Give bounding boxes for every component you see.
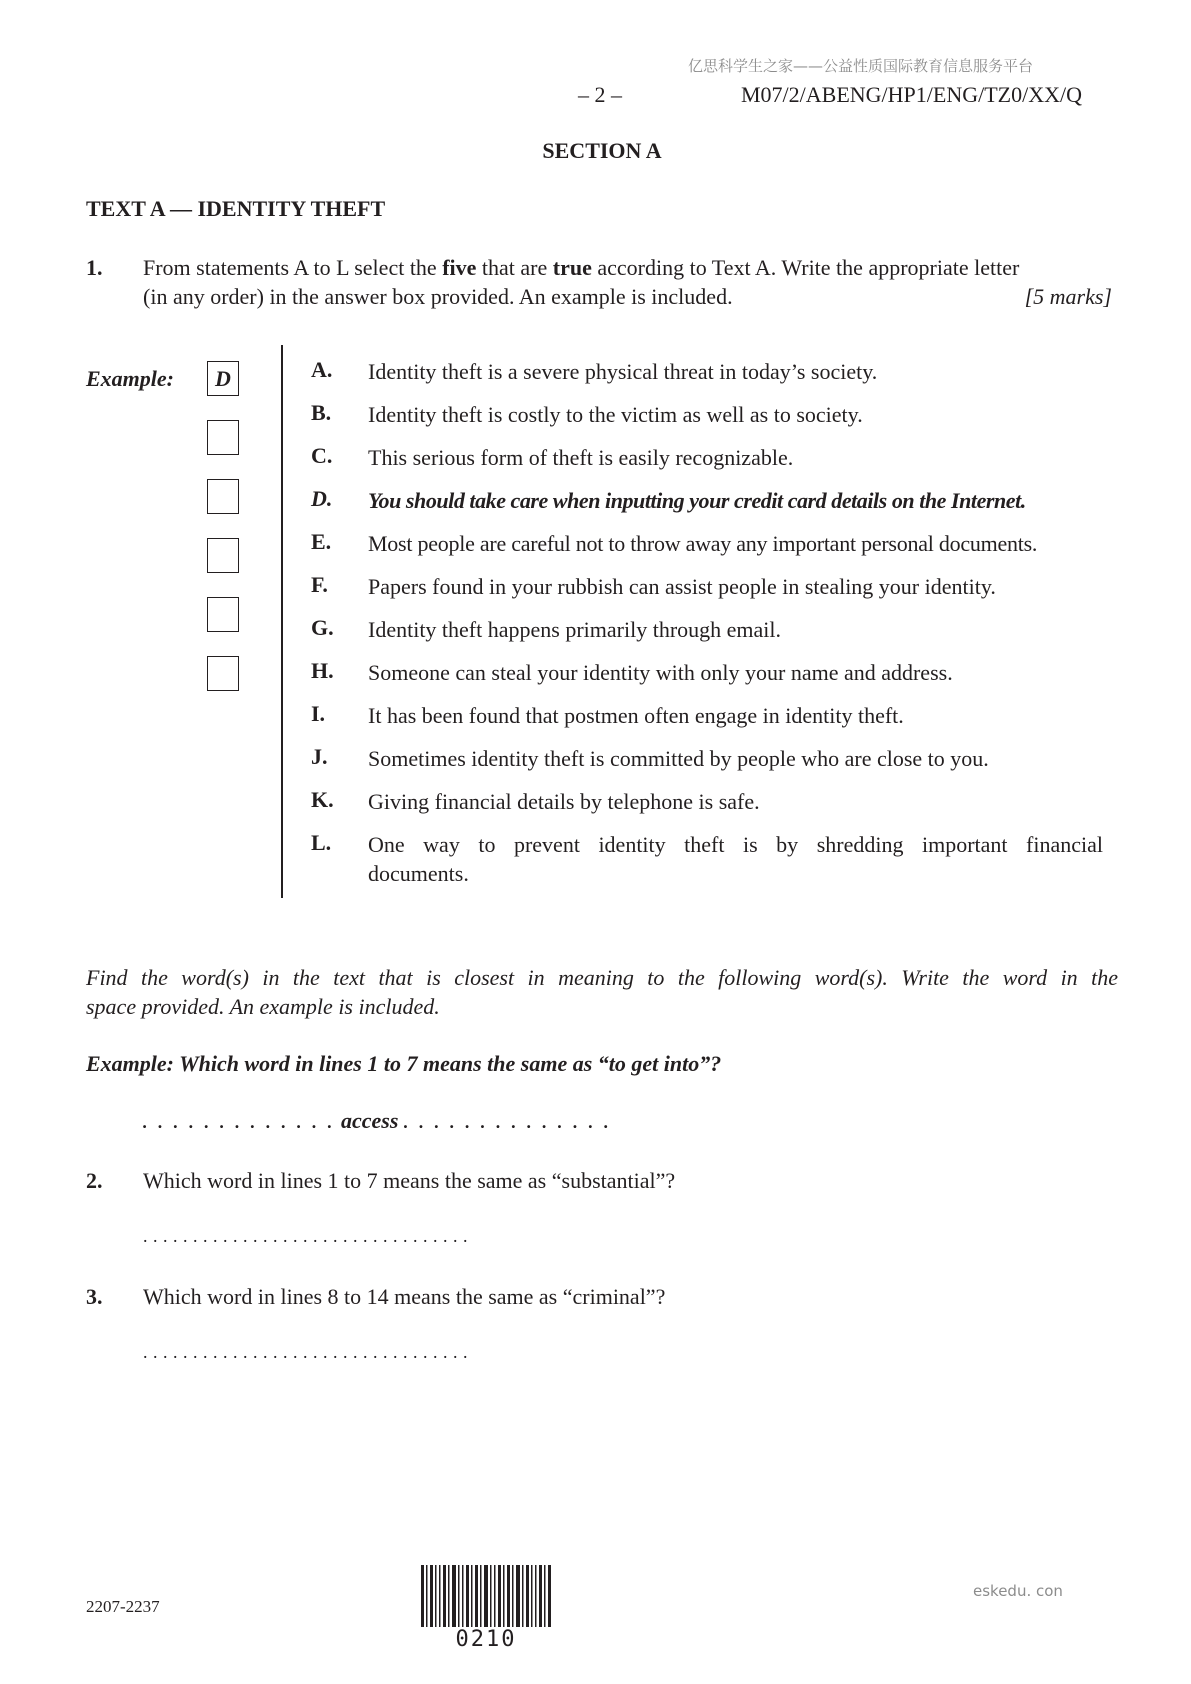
- statement-text: One way to prevent identity theft is by shredding important financial: [368, 832, 1103, 857]
- statement-letter: G.: [311, 615, 334, 640]
- example-word-answer: access: [341, 1108, 399, 1133]
- example-answer-line: [143, 1108, 612, 1134]
- footer-code: 2207-2237: [86, 1597, 160, 1616]
- text-title: TEXT A — IDENTITY THEFT: [86, 196, 386, 221]
- find-words-instruction-line2: space provided. An example is included.: [86, 994, 440, 1019]
- instr-part: that are: [476, 255, 553, 280]
- watermark-text: 亿思科学生之家——公益性质国际教育信息服务平台: [688, 57, 1034, 75]
- statement-letter: J.: [311, 744, 328, 769]
- instr-part: according to Text A. Write the appropriate letter: [591, 255, 1020, 280]
- instr-five: five: [442, 255, 477, 280]
- answer-box-5[interactable]: [207, 656, 239, 691]
- statement-letter: H.: [311, 658, 334, 683]
- answer-box-3[interactable]: [207, 538, 239, 573]
- example-answer-box: [207, 361, 239, 396]
- barcode-image: [421, 1565, 551, 1627]
- example-question: Example: Which word in lines 1 to 7 means the same as “to get into”?: [86, 1051, 722, 1076]
- question-1-instruction-line2: (in any order) in the answer box provided. An example is included.: [143, 284, 733, 309]
- statement-text: Papers found in your rubbish can assist people in stealing your identity.: [368, 574, 996, 599]
- statement-letter: L.: [311, 830, 332, 855]
- question-3-number: 3.: [86, 1284, 103, 1309]
- instr-true: true: [552, 255, 592, 280]
- statement-letter: A.: [311, 357, 333, 382]
- question-2-text: Which word in lines 1 to 7 means the same as “substantial”?: [143, 1168, 676, 1193]
- answer-dots: . . . . . . . . . . . . .: [143, 1112, 336, 1132]
- question-3-text: Which word in lines 8 to 14 means the same as “criminal”?: [143, 1284, 666, 1309]
- statement-text-example: You should take care when inputting your credit card details on the Internet.: [368, 488, 1026, 513]
- question-2-answer-line[interactable]: . . . . . . . . . . . . . . . . . . . . . . . . . . . . . . . . .: [143, 1226, 468, 1246]
- statement-letter: C.: [311, 443, 333, 468]
- question-1-number: 1.: [86, 255, 103, 280]
- statement-text: Most people are careful not to throw away any important personal documents.: [368, 531, 1038, 556]
- paper-code: M07/2/ABENG/HP1/ENG/TZ0/XX/Q: [741, 82, 1082, 107]
- statement-text: Identity theft is a severe physical threat in today’s society.: [368, 359, 878, 384]
- example-answer: D: [215, 366, 231, 391]
- statement-letter: B.: [311, 400, 332, 425]
- question-1-instruction: [143, 253, 1118, 282]
- statement-text: Identity theft happens primarily through email.: [368, 617, 782, 642]
- answer-box-4[interactable]: [207, 597, 239, 632]
- find-words-instruction: Find the word(s) in the text that is closest in meaning to the following word(s). Write the word in the: [86, 965, 1118, 990]
- answer-box-1[interactable]: [207, 420, 239, 455]
- statement-text: Identity theft is costly to the victim as well as to society.: [368, 402, 863, 427]
- statement-text-continued: documents.: [368, 861, 469, 886]
- statement-letter: I.: [311, 701, 326, 726]
- statement-text: Someone can steal your identity with only your name and address.: [368, 660, 953, 685]
- page-number: – 2 –: [578, 82, 622, 107]
- statement-letter: E.: [311, 529, 332, 554]
- answer-box-2[interactable]: [207, 479, 239, 514]
- statement-text: This serious form of theft is easily recognizable.: [368, 445, 794, 470]
- question-3-answer-line[interactable]: . . . . . . . . . . . . . . . . . . . . . . . . . . . . . . . . .: [143, 1342, 468, 1362]
- statement-text: Sometimes identity theft is committed by people who are close to you.: [368, 746, 989, 771]
- statement-letter: K.: [311, 787, 334, 812]
- answer-dots: . . . . . . . . . . . . . .: [403, 1112, 612, 1132]
- footer-site: eskedu. con: [973, 1582, 1063, 1600]
- statement-text: Giving financial details by telephone is safe.: [368, 789, 760, 814]
- example-label: Example:: [86, 366, 174, 391]
- section-title: SECTION A: [542, 138, 662, 163]
- statement-letter: D.: [311, 486, 333, 511]
- question-2-number: 2.: [86, 1168, 103, 1193]
- statement-letter: F.: [311, 572, 328, 597]
- divider-line: [281, 345, 283, 898]
- statement-text: It has been found that postmen often engage in identity theft.: [368, 703, 904, 728]
- question-1-marks: [5 marks]: [1024, 284, 1112, 309]
- instr-part: From statements A to L select the: [143, 255, 443, 280]
- barcode-number: 0210: [455, 1627, 517, 1652]
